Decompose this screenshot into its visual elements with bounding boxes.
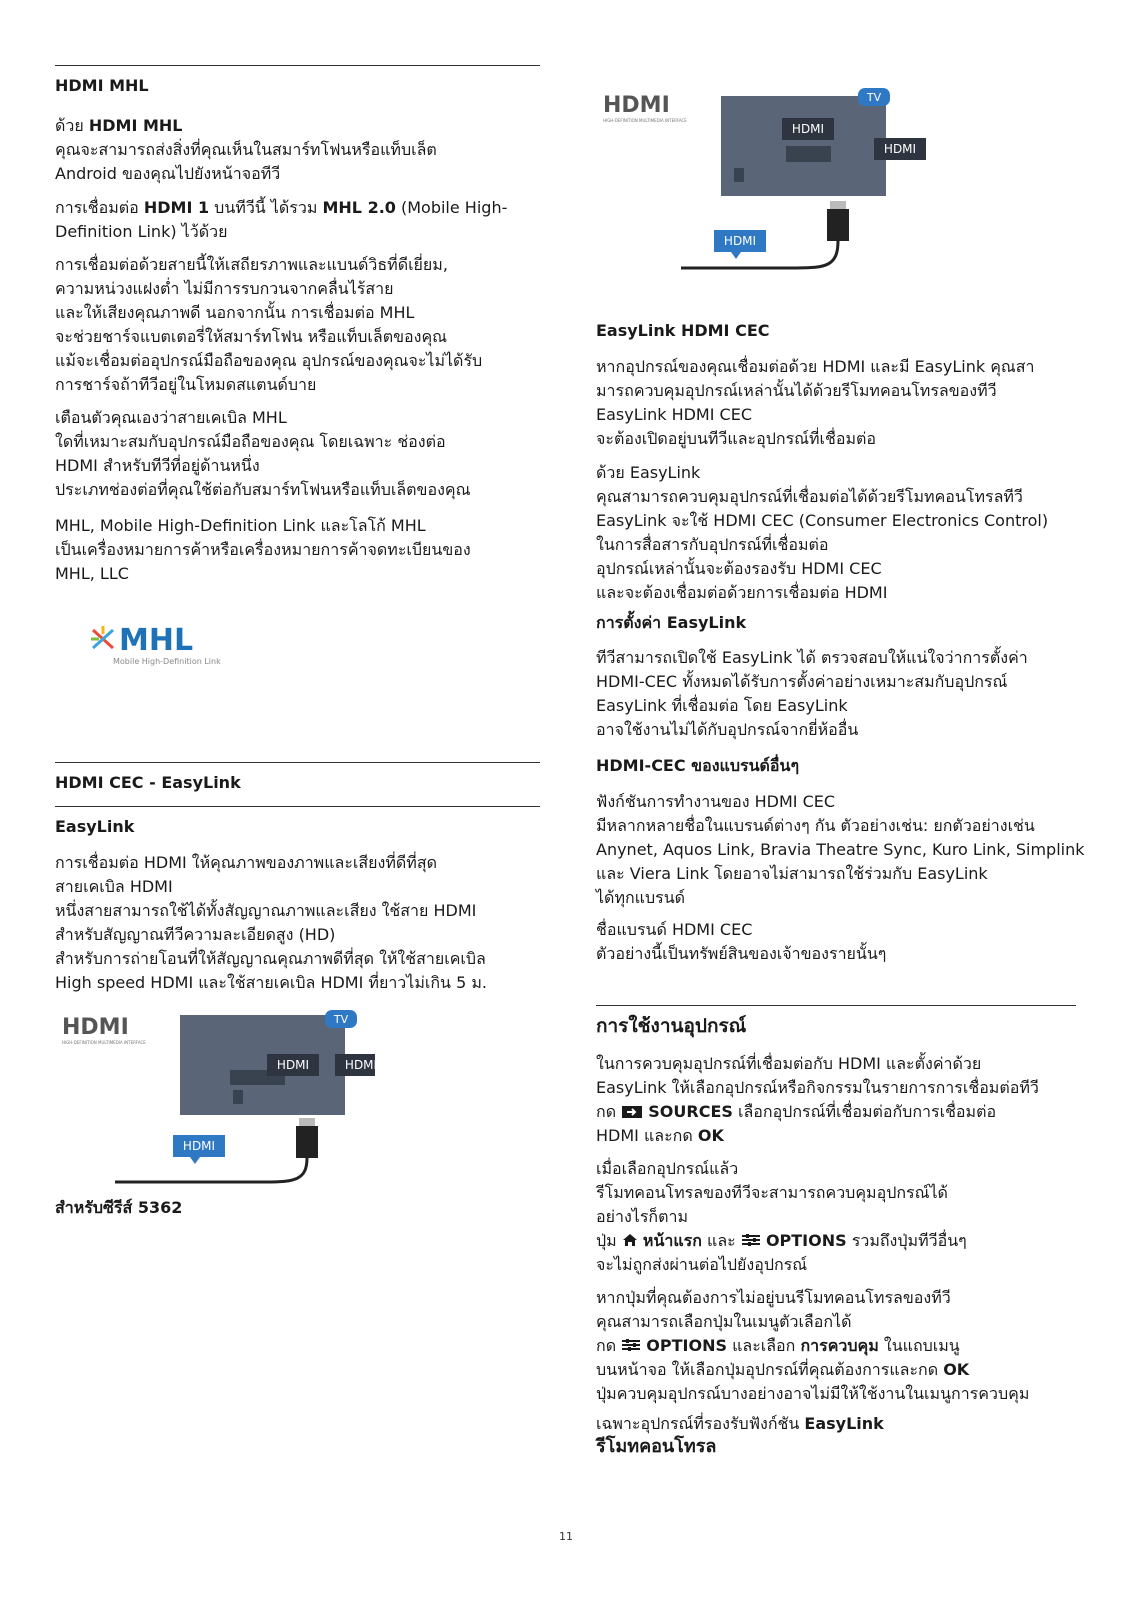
divider (55, 65, 540, 66)
paragraph-mhl-intro: ด้วย HDMI MHL คุณจะสามารถส่งสิ่งที่คุณเห็นในสมาร์ทโฟนหรือแท็บเล็ต Android ของคุณไปยังหน้าจอทีวี (55, 116, 437, 183)
paragraph-easylink-settings: ทีวีสามารถเปิดใช้ EasyLink ได้ ตรวจสอบให้แน่ใจว่าการตั้งค่า HDMI-CEC ทั้งหมดได้รับการตั้งค่าอย่างเหมาะสมกับอุปกรณ์ EasyLink ที่เชื่อมต่อ โดย EasyLink อาจใช้งานไม่ได้กับอุปกรณ์จากยี่ห้ออื่น (596, 648, 1028, 739)
tv-label: TV (866, 91, 882, 104)
svg-text:HDMI: HDMI (344, 1058, 375, 1072)
paragraph-easylink-control: หากอุปกรณ์ของคุณเชื่อมต่อด้วย HDMI และมี EasyLink คุณสา มารถควบคุมอุปกรณ์เหล่านั้นได้ด้วยรีโมทคอนโทรลของทีวี EasyLink HDMI CEC จะต้องเปิดอยู่บนทีวีและอุปกรณ์ที่เชื่อมต่อ (596, 357, 1035, 448)
svg-text:HDMI: HDMI (276, 1058, 310, 1072)
subheading-easylink: EasyLink (55, 817, 135, 836)
tv-port-slot (734, 168, 744, 182)
svg-text:HDMI: HDMI (182, 1139, 216, 1153)
paragraph-operate-1: ในการควบคุมอุปกรณ์ที่เชื่อมต่อกับ HDMI และตั้งค่าด้วย EasyLink ให้เลือกอุปกรณ์หรือกิจกรรมในรายการการเชื่อมต่อทีวี กด SOURCES เลือกอุปกรณ์ที่เชื่อมต่อกับการเชื่อมต่อ HDMI และกด OK (596, 1054, 1039, 1145)
cable-plug-tip (830, 201, 846, 209)
section-heading-other-brands: HDMI-CEC ของแบรนด์อื่นๆ (596, 756, 800, 775)
home-icon (622, 1233, 638, 1247)
cable-plug (827, 209, 849, 241)
paragraph-mhl-port: การเชื่อมต่อ HDMI 1 บนทีวีนี้ ได้รวม MHL 2.0 (Mobile High- Definition Link) ไว้ด้วย (55, 198, 508, 241)
figure-caption: สำหรับซีรีส์ 5362 (55, 1198, 183, 1217)
paragraph-mhl-cable: เตือนตัวคุณเองว่าสายเคเบิล MHL ใดที่เหมาะสมกับอุปกรณ์มือถือของคุณ โดยเฉพาะ ช่องต่อ HDMI สำหรับทีวีที่อยู่ด้านหนึ่ง ประเภทช่องต่อที่คุณใช้ต่อกับสมาร์ทโฟนหรือแท็บเล็ตของคุณ (55, 408, 471, 499)
options-icon (621, 1338, 641, 1352)
paragraph-mhl-trademark: MHL, Mobile High-Definition Link และโลโก้ MHL เป็นเครื่องหมายการค้าหรือเครื่องหมายการค้าจดทะเบียนของ MHL, LLC (55, 516, 471, 583)
hdmi-logo-subtitle: HIGH-DEFINITION MULTIMEDIA INTERFACE (603, 118, 687, 123)
paragraph-mhl-benefits: การเชื่อมต่อด้วยสายนี้ให้เสถียรภาพและแบนด์วิธที่ดีเยี่ยม, ความหน่วงแฝงต่ำ ไม่มีการรบกวนจากคลื่นไร้สาย และให้เสียงคุณภาพดี นอกจากนั้น การเชื่อมต่อ MHL จะช่วยชาร์จแบตเตอรี่ให้สมาร์ทโฟน หรือแท็บเล็ตของคุณ แม้จะเชื่อมต่ออุปกรณ์มือถือของคุณ อุปกรณ์ของคุณจะไม่ได้รับ การชาร์จถ้าทีวีอยู่ในโหมดสแตนด์บาย (55, 255, 483, 394)
tv-port-panel (786, 146, 831, 162)
section-heading-hdmi-mhl: HDMI MHL (55, 76, 149, 95)
divider (596, 1005, 1076, 1006)
paragraph-trademarks: ชื่อแบรนด์ HDMI CEC ตัวอย่างนี้เป็นทรัพย์สินของเจ้าของรายนั้นๆ (596, 920, 887, 963)
page-number: 11 (559, 1530, 573, 1543)
svg-text:HDMI: HDMI (791, 122, 825, 136)
hdmi-logo: HDMI (603, 93, 670, 118)
paragraph-easylink-cec: ด้วย EasyLink คุณสามารถควบคุมอุปกรณ์ที่เชื่อมต่อได้ด้วยรีโมทคอนโทรลทีวี EasyLink จะใช้ HDMI CEC (Consumer Electronics Control) ในการสื่อสารกับอุปกรณ์ที่เชื่อมต่อ อุปกรณ์เหล่านั้นจะต้องรองรับ HDMI CEC และจะต้องเชื่อมต่อด้วยการเชื่อมต่อ HDMI (596, 463, 1049, 602)
mhl-logo-text: MHL (119, 626, 194, 658)
paragraph-other-brands: ฟังก์ชันการทำงานของ HDMI CEC มีหลากหลายชื่อในแบรนด์ต่างๆ กัน ตัวอย่างเช่น: ยกตัวอย่างเช่น Anynet, Aquos Link, Bravia Theatre Sync, Kuro Link, Simplink และ Viera Link โดยอาจไม่สามารถใช้ร่วมกับ EasyLink ได้ทุกแบรนด์ (596, 792, 1085, 907)
svg-text:HDMI: HDMI (883, 142, 917, 156)
tv-label: TV (333, 1013, 349, 1026)
hdmi-logo-subtitle: HIGH-DEFINITION MULTIMEDIA INTERFACE (62, 1040, 146, 1045)
divider (55, 806, 540, 807)
tv-port-slot (233, 1090, 243, 1104)
sources-icon (621, 1105, 643, 1119)
section-heading-operate-devices: การใช้งานอุปกรณ์ (596, 1015, 747, 1037)
hdmi-cable (115, 1158, 307, 1182)
mhl-logo (91, 626, 271, 674)
section-heading-easylink-settings: การตั้งค่า EasyLink (596, 613, 747, 632)
section-heading-hdmi-cec: HDMI CEC - EasyLink (55, 773, 241, 792)
cable-plug (296, 1126, 318, 1158)
options-icon (741, 1233, 761, 1247)
paragraph-hdmi-quality: การเชื่อมต่อ HDMI ให้คุณภาพของภาพและเสียงที่ดีที่สุด สายเคเบิล HDMI หนึ่งสายสามารถใช้ได้ทั้งสัญญาณภาพและเสียง ใช้สาย HDMI สำหรับสัญญาณทีวีความละเอียดสูง (HD) สำหรับการถ่ายโอนที่ให้สัญญาณคุณภาพดีที่สุด ให้ใช้สายเคเบิล High speed HDMI และใช้สายเคเบิล HDMI ที่ยาวไม่เกิน 5 ม. (55, 853, 487, 992)
paragraph-operate-3: หากปุ่มที่คุณต้องการไม่อยู่บนรีโมทคอนโทรลของทีวี คุณสามารถเลือกปุ่มในเมนูตัวเลือกได้ กด OPTIONS และเลือก การควบคุม ในแถบเมนู บนหน้าจอ ให้เลือกปุ่มอุปกรณ์ที่คุณต้องการและกด OK ปุ่มควบคุมอุปกรณ์บางอย่างอาจไม่มีให้ใช้งานในเมนูการควบคุม (596, 1288, 1030, 1403)
hdmi-connection-diagram (596, 88, 926, 283)
hdmi-connection-diagram (55, 1010, 375, 1200)
hdmi-logo: HDMI (62, 1015, 129, 1040)
cable-plug-tip (299, 1118, 315, 1126)
divider (55, 762, 540, 763)
tv-body (180, 1015, 345, 1115)
subheading-remote-control: รีโมทคอนโทรล (596, 1436, 717, 1457)
mhl-logo-subtitle: Mobile High-Definition Link (113, 657, 221, 666)
paragraph-operate-4: เฉพาะอุปกรณ์ที่รองรับฟังก์ชัน EasyLink (596, 1414, 884, 1433)
svg-text:HDMI: HDMI (723, 234, 757, 248)
paragraph-operate-2: เมื่อเลือกอุปกรณ์แล้ว รีโมทคอนโทรลของทีวีจะสามารถควบคุมอุปกรณ์ได้ อย่างไรก็ตาม ปุ่ม หน้าแรก และ OPTIONS รวมถึงปุ่มทีวีอื่นๆ จะไม่ถูกส่งผ่านต่อไปยังอุปกรณ์ (596, 1159, 967, 1274)
section-heading-easylink-cec: EasyLink HDMI CEC (596, 321, 770, 340)
mhl-logo-mark (91, 626, 113, 648)
